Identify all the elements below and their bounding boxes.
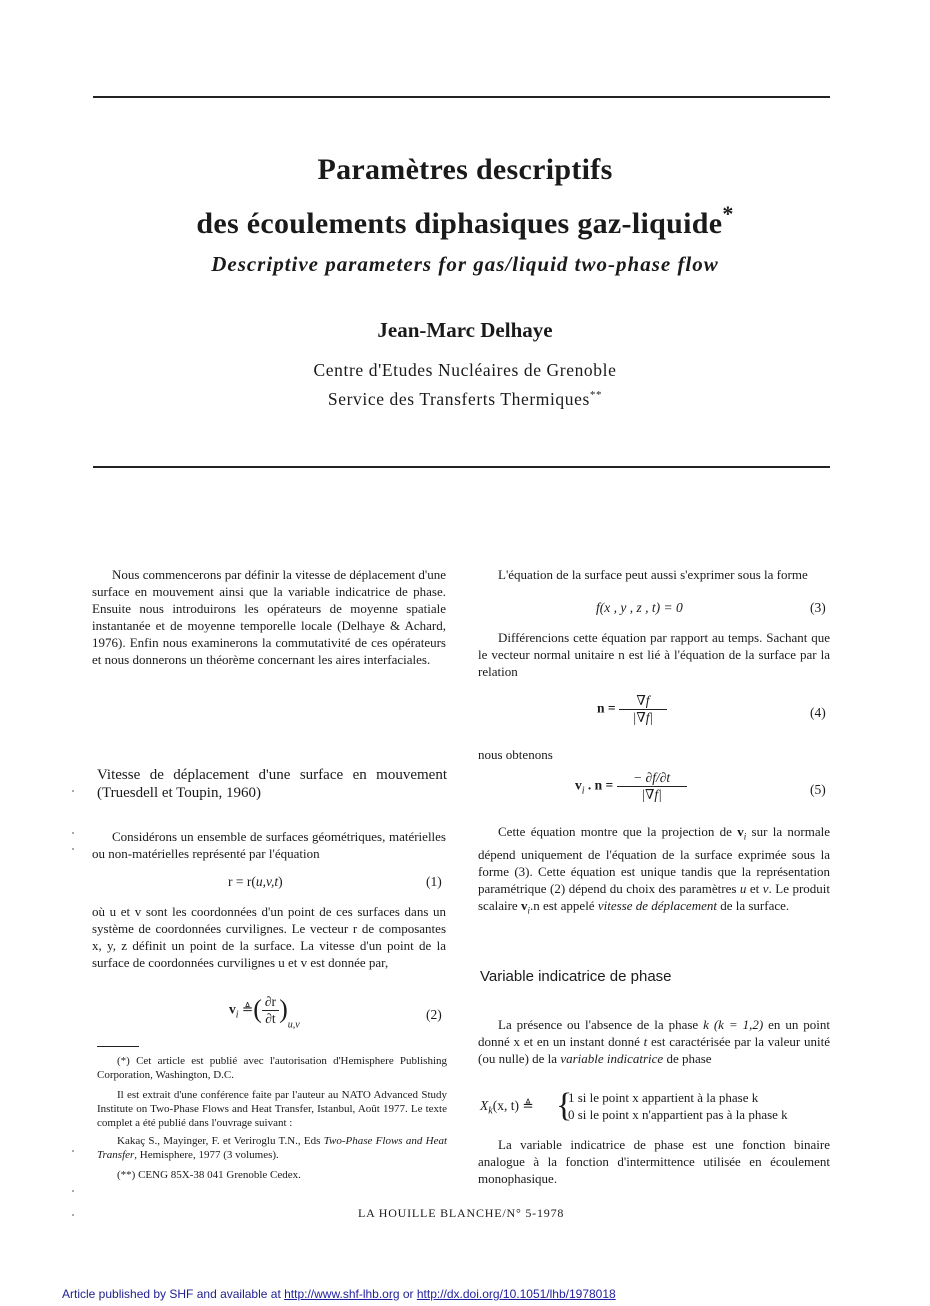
footnote-3: [97, 1134, 447, 1162]
section-heading-vitesse: [97, 766, 447, 802]
equation-1-number: (1): [426, 874, 442, 889]
title-line-2-text: des écoulements diphasiques gaz-liquide: [196, 207, 723, 240]
eq2-open-paren: (: [253, 994, 262, 1024]
eq2-fraction: [262, 994, 279, 1027]
right-paragraph-1: L'équation de la surface peut aussi s'exprimer sous la forme: [498, 567, 808, 582]
affiliation-line-1: Centre d'Etudes Nucléaires de Grenoble: [313, 360, 617, 380]
equation-4: [597, 693, 667, 726]
fn3-italic: Two-Phase Flows and Heat Transfer: [97, 1135, 448, 1161]
eq2-lhs: v: [229, 1001, 236, 1017]
p4-c: et: [746, 880, 763, 896]
equation-6: [480, 1087, 832, 1126]
footnote-1: (*) Cet article est publié avec l'autorisation d'Hemisphere Publishing Corporation, Washington, D.C.: [97, 1055, 447, 1081]
eq5-lhs-sub: i: [581, 785, 585, 797]
eq6-lhs-group: [480, 1098, 534, 1117]
p4-vi: v: [737, 824, 744, 839]
left-paragraph-1: Considérons un ensemble de surfaces géométriques, matérielles ou non-matérielles représenté par l'équation: [92, 829, 446, 861]
eq1-left: r = r(: [228, 874, 256, 889]
p4-v: v: [762, 880, 769, 896]
p4-vin: v: [520, 897, 528, 913]
right-paragraph-3: nous obtenons: [478, 747, 553, 762]
p5-italic: variable indicatrice: [560, 1051, 664, 1066]
footer-link-shf[interactable]: http://www.shf-lhb.org: [284, 1287, 400, 1301]
eq5-fraction-bottom: |∇f|: [641, 787, 662, 802]
eq4-fraction: [619, 693, 667, 726]
equation-4-number: (4): [810, 705, 826, 720]
footnote-2: Il est extrait d'une conférence faite par l'auteur au NATO Advanced Study Institute on Two-Phase Flows and Heat Transfer, Istanbul, Août 1977. Le texte complet a été publié dans l'ouvrage suivant :: [97, 1089, 447, 1129]
p4-b: sur la normale dépend uniquement de l'équation de la surface exprimée sous la forme (3). Cette équation est unique tandis que la représentation paramétrique (2) dépend du choix des paramètres: [478, 824, 830, 896]
top-rule: [93, 96, 830, 98]
eq6-case-1: 1 si le point x appartient à la phase k: [568, 1090, 759, 1105]
eq2-close-paren: ): [279, 994, 288, 1024]
section-heading-variable: Variable indicatrice de phase: [480, 968, 672, 985]
footer-notice: [62, 1287, 616, 1301]
right-paragraph-6: La variable indicatrice de phase est une fonction binaire analogue à la fonction d'intermittence utilisée en écoulement monophasique.: [478, 1137, 830, 1186]
footer-prefix: Article published by SHF and available at: [62, 1287, 285, 1301]
title-line-2: [0, 192, 930, 246]
equation-2: [229, 994, 300, 1031]
p4-u: u: [739, 880, 747, 896]
p5-d: de phase: [663, 1051, 712, 1066]
eq5-fraction: [617, 770, 687, 803]
p5-t: t: [643, 1034, 648, 1049]
eq1-args: u,v,t: [255, 874, 279, 889]
p4-vi-sub: i: [743, 831, 747, 842]
eq6-brace: {: [556, 1087, 573, 1124]
p4-e: .n est appelé: [529, 897, 598, 913]
equation-5-number: (5): [810, 782, 826, 797]
author: Jean-Marc Delhaye: [377, 318, 553, 342]
affiliation-line-2: [0, 383, 930, 412]
eq2-subscript: u,v: [287, 1019, 300, 1031]
eq5-dot: . n =: [584, 777, 614, 793]
intro-paragraph: Nous commencerons par définir la vitesse de déplacement d'une surface en mouvement ainsi que la variable indicatrice de phase. Ensuite nous introduirons les opérateurs de moyenne spatiale instantanée et de moyenne temporelle locale (Delhaye & Achard, 1976). Enfin nous examinerons la commutativité de ces opérateurs et nous donnerons un théorème concernant les aires interfaciales.: [92, 567, 446, 667]
eq1-close: ): [278, 874, 283, 889]
eq6-case-2: 0 si le point x n'appartient pas à la phase k: [568, 1107, 788, 1122]
subtitle: Descriptive parameters for gas/liquid two-phase flow: [211, 252, 719, 276]
equation-1: [228, 874, 283, 890]
equation-5: [575, 770, 687, 803]
eq5-fraction-top: − ∂f/∂t: [617, 770, 687, 787]
footnote-rule: [97, 1046, 139, 1047]
eq6-lhs-sub: k: [488, 1105, 493, 1117]
fn3-text-a: Kakaç S., Mayinger, F. et Veriroglu T.N., Eds: [117, 1135, 324, 1147]
margin-speck: [72, 848, 74, 850]
eq2-fraction-top: ∂r: [262, 994, 279, 1011]
footer-link-doi[interactable]: http://dx.doi.org/10.1051/lhb/1978018: [416, 1287, 616, 1301]
equation-2-number: (2): [426, 1007, 442, 1022]
margin-speck: [72, 790, 74, 792]
eq6-lhs: X: [480, 1098, 489, 1113]
affiliation-line-2-text: Service des Transferts Thermiques: [327, 388, 590, 409]
footnotes: [97, 1054, 447, 1182]
journal-line: LA HOUILLE BLANCHE/N° 5-1978: [358, 1206, 565, 1220]
eq4-fraction-bottom: |∇f|: [632, 710, 654, 725]
fn3-text-b: , Hemisphere, 1977 (3 volumes).: [134, 1149, 279, 1161]
margin-speck: [72, 1214, 74, 1216]
eq5-lhs: v: [575, 777, 582, 793]
footer-middle: or: [399, 1287, 417, 1301]
p5-b: en un point donné x et en un instant donné: [478, 1017, 830, 1049]
p5-c: est caractérisée par la valeur unité (ou nulle) de la: [478, 1034, 830, 1066]
p4-vin-sub: i: [527, 905, 530, 916]
eq2-fraction-bottom: ∂t: [265, 1011, 276, 1026]
p4-d: . Le produit scalaire: [478, 880, 830, 913]
header-bottom-rule: [93, 466, 830, 468]
section-heading-vitesse-ref: (Truesdell et Toupin, 1960): [97, 785, 261, 801]
p5-a: La présence ou l'absence de la phase: [498, 1017, 704, 1032]
section-heading-vitesse-text: Vitesse de déplacement d'une surface en mouvement: [97, 767, 447, 783]
eq2-def: ≜: [241, 1001, 254, 1017]
p5-k: k (k = 1,2): [703, 1017, 764, 1032]
eq4-fraction-top: ∇f: [619, 693, 667, 710]
margin-speck: [72, 1190, 74, 1192]
margin-speck: [72, 832, 74, 834]
title-footnote-mark: *: [722, 201, 734, 226]
right-paragraph-2: Différencions cette équation par rapport au temps. Sachant que le vecteur normal unitaire n est lié à l'équation de la surface par la relation: [478, 630, 830, 679]
p4-f: de la surface.: [716, 897, 790, 913]
eq6-args: (x, t) ≜: [492, 1098, 534, 1113]
p4-a: Cette équation montre que la projection de: [498, 824, 738, 839]
right-paragraph-5: [478, 1016, 830, 1067]
title-line-1: Paramètres descriptifs: [317, 153, 613, 186]
left-paragraph-2: où u et v sont les coordonnées d'un point de ces surfaces dans un système de coordonnées curvilignes. Le vecteur r de composantes x, y, z définit un point de la surface. La vitesse d'un point de la surface de coordonnées curvilignes u et v est donnée par,: [92, 904, 446, 970]
equation-3: f(x , y , z , t) = 0: [596, 600, 683, 615]
eq4-lhs: n =: [597, 700, 616, 716]
equation-3-number: (3): [810, 600, 826, 615]
right-paragraph-4: [478, 823, 830, 919]
margin-speck: [72, 1150, 74, 1152]
footnote-4: (**) CENG 85X-38 041 Grenoble Cedex.: [117, 1169, 301, 1181]
p4-italic: vitesse de déplacement: [597, 897, 717, 913]
eq2-lhs-sub: i: [235, 1009, 239, 1021]
affiliation-footnote-mark: **: [589, 389, 603, 401]
